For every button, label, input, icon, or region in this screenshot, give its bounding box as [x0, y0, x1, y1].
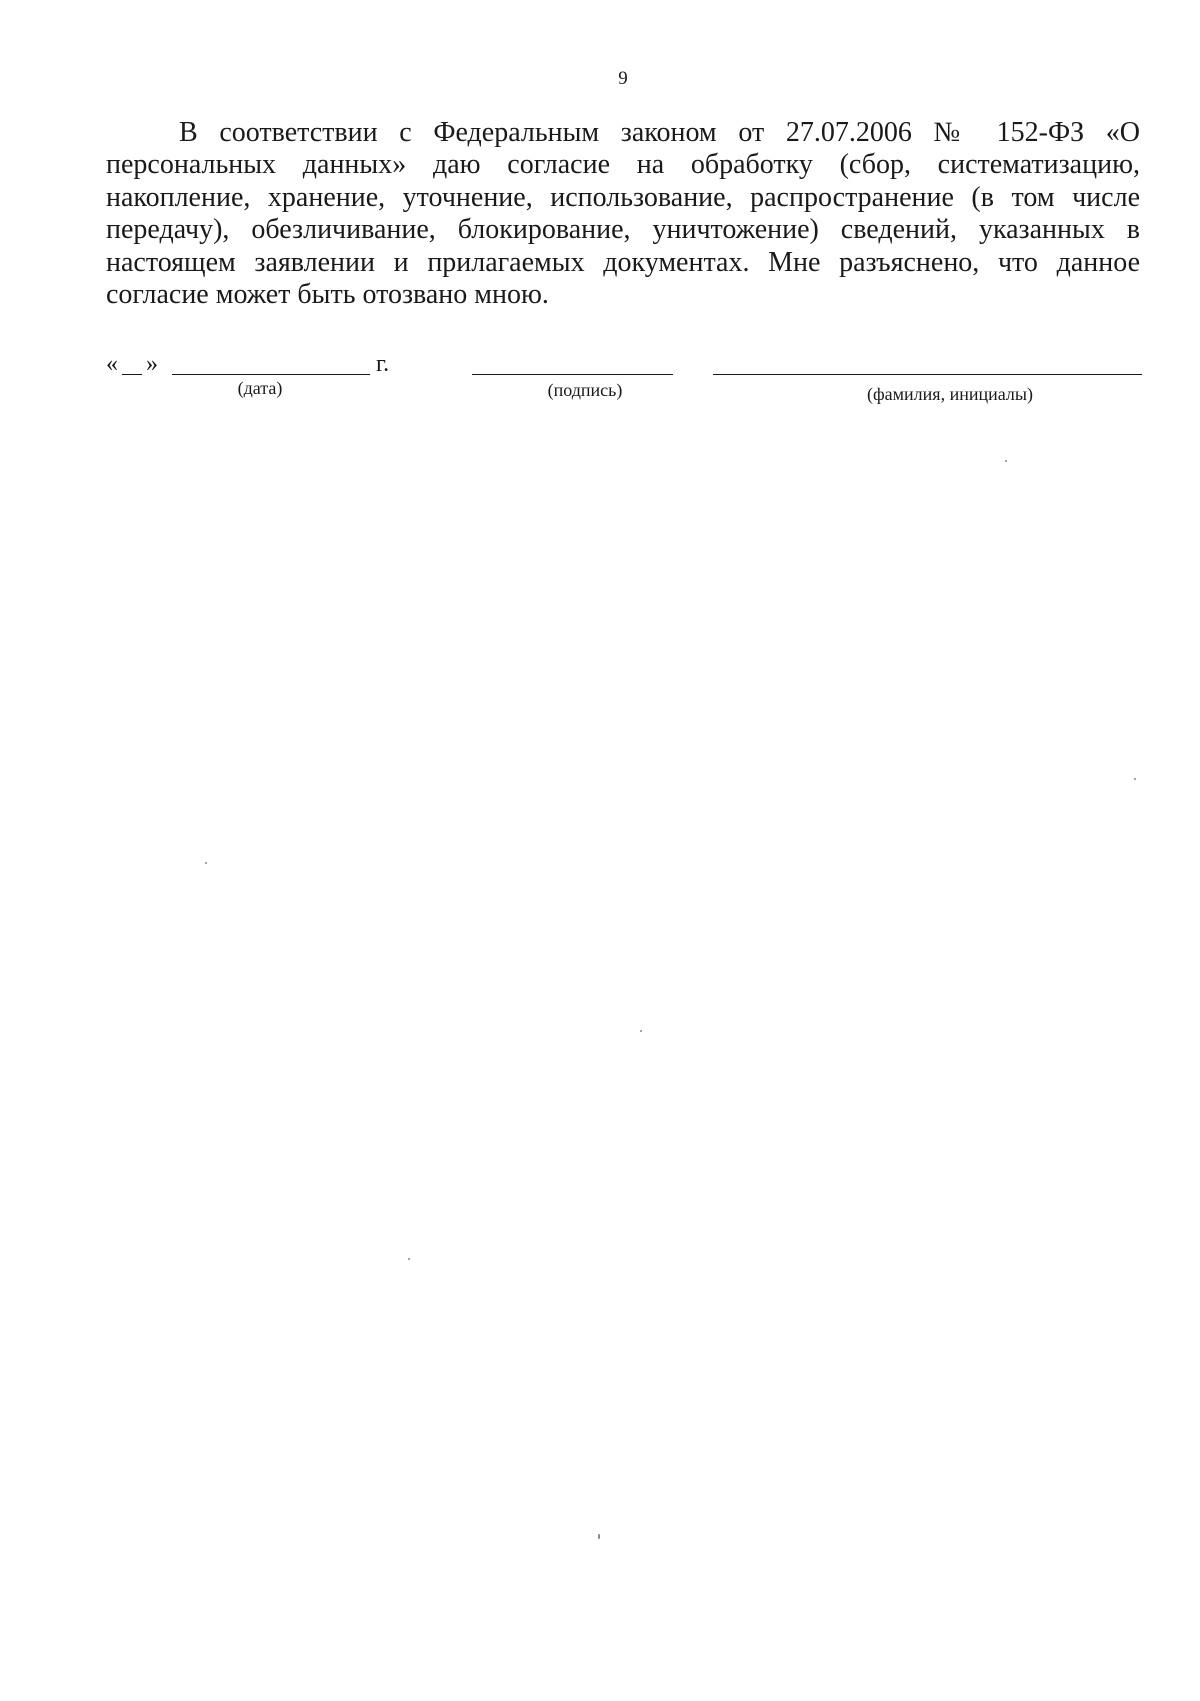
scan-speck — [205, 862, 207, 864]
signature-caption: (подпись) — [547, 380, 623, 400]
date-caption: (дата) — [237, 378, 283, 398]
signature-field — [472, 374, 673, 375]
scan-speck — [598, 1534, 600, 1539]
scan-speck — [408, 1258, 410, 1260]
signature-block — [0, 350, 1200, 410]
date-day-field — [122, 374, 142, 375]
date-day-quote-close: » — [146, 351, 158, 377]
consent-paragraph: В соответствии с Федеральным законом от 27.07.2006 № 152-ФЗ «О персональных данных» даю согласие на обработку (сбор, систематизацию, накопление, хранение, уточнение, использование, распространение (в том числе передачу), обезличивание, блокирование, уничтожение) сведений, указанных в настоящем заявлении и прилагаемых документах. Мне разъяснено, что данное согласие может быть отозвано мною. — [106, 117, 1140, 311]
date-day-quote-open: « — [106, 351, 118, 377]
date-month-year-field — [172, 374, 370, 375]
page-number: 9 — [618, 68, 628, 89]
name-caption: (фамилия, инициалы) — [867, 384, 1033, 404]
scan-speck — [1134, 778, 1136, 780]
scan-speck — [1005, 460, 1007, 462]
scan-speck — [640, 1030, 642, 1032]
full-name-field — [713, 374, 1142, 375]
year-suffix: г. — [376, 351, 390, 377]
